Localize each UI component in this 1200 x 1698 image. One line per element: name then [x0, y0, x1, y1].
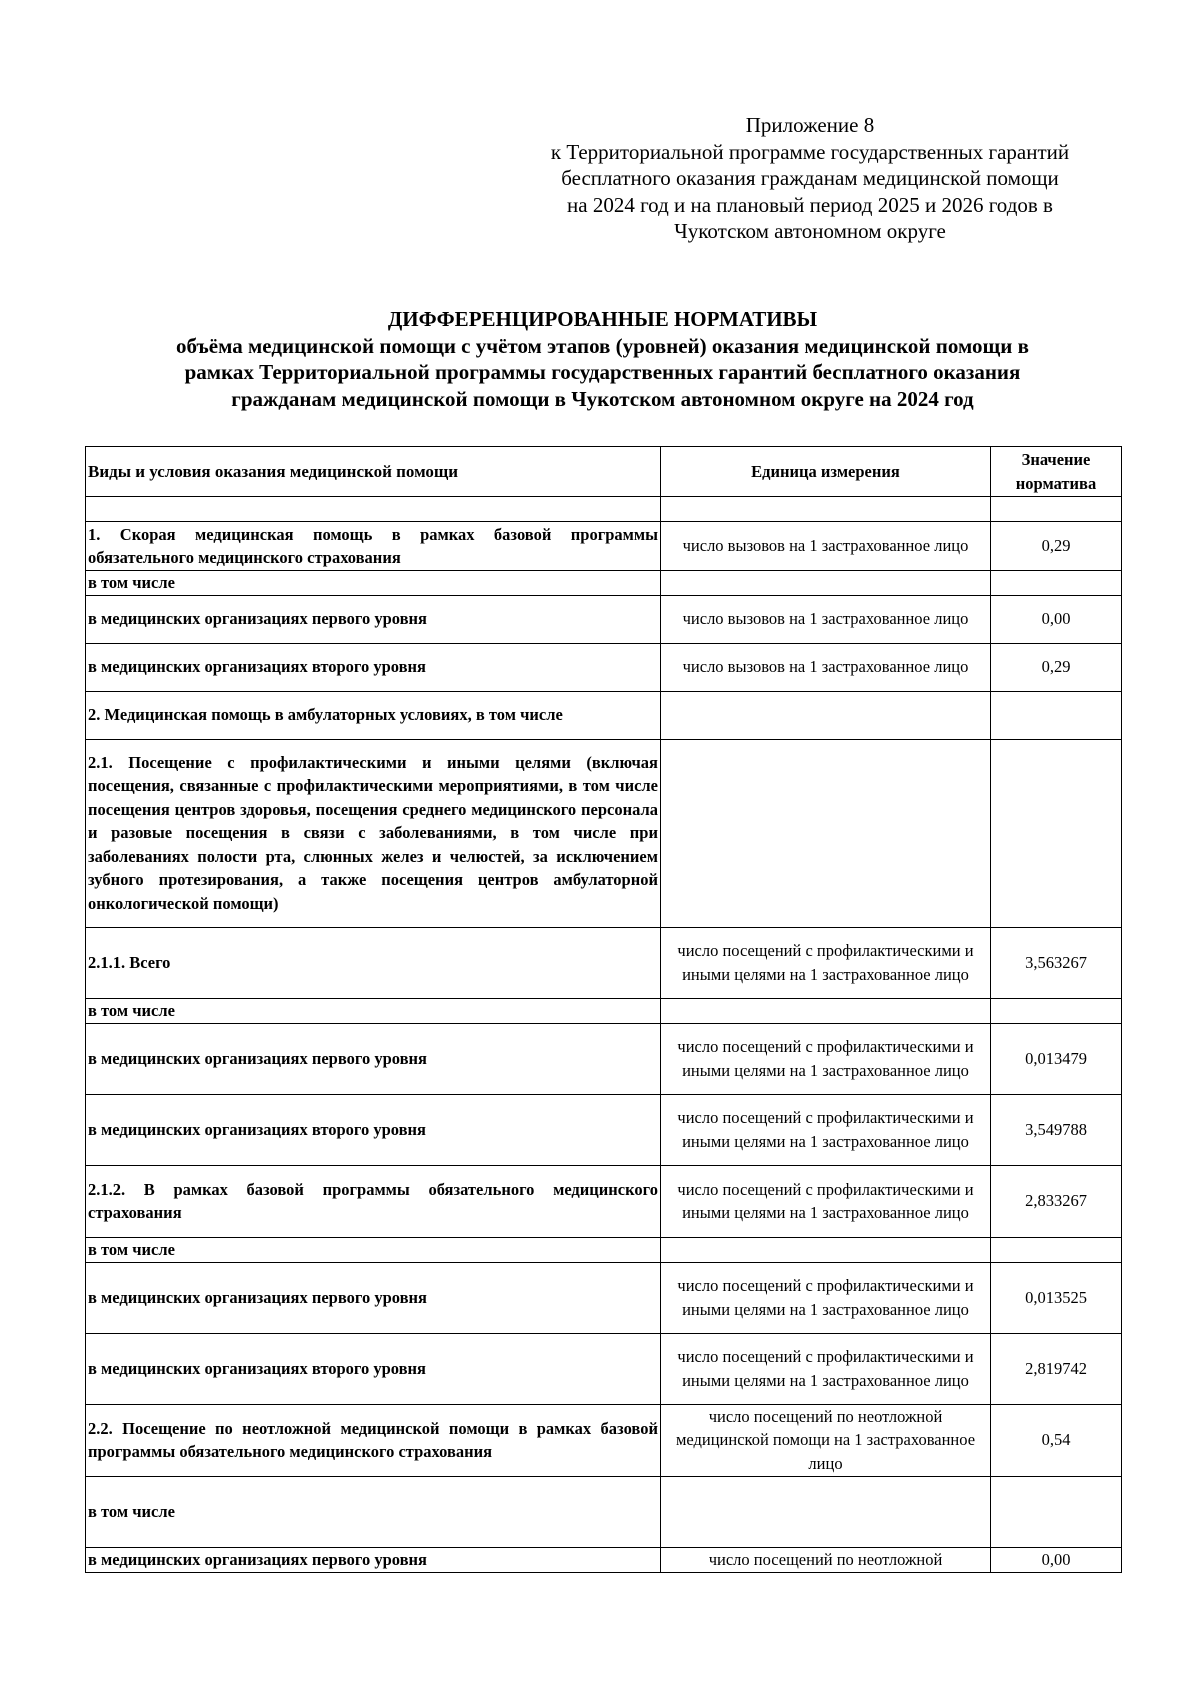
- table-row: [86, 497, 1122, 522]
- cell-value: 3,563267: [991, 927, 1122, 998]
- cell-unit: [661, 1476, 991, 1547]
- cell-kind: в медицинских организациях первого уровня: [86, 1262, 661, 1333]
- cell-unit: [661, 691, 991, 739]
- table-row: [86, 1023, 1122, 1094]
- cell-value: 0,29: [991, 522, 1122, 571]
- cell-value: 0,013525: [991, 1262, 1122, 1333]
- cell-kind: 2.1.1. Всего: [86, 927, 661, 998]
- appendix-line: бесплатного оказания гражданам медицинской помощи: [561, 166, 1059, 190]
- cell-kind: 2.2. Посещение по неотложной медицинской помощи в рамках базовой программы обязательного медицинского страхования: [86, 1404, 661, 1476]
- table-row: [86, 1404, 1122, 1476]
- cell-kind: [86, 497, 661, 522]
- table-row: [86, 1547, 1122, 1572]
- cell-kind: в медицинских организациях второго уровня: [86, 643, 661, 691]
- cell-unit: число посещений по неотложной: [661, 1547, 991, 1572]
- cell-kind: в медицинских организациях первого уровня: [86, 1023, 661, 1094]
- table-row: [86, 1165, 1122, 1237]
- cell-value: [991, 571, 1122, 596]
- cell-value: 0,00: [991, 1547, 1122, 1572]
- cell-kind: 2. Медицинская помощь в амбулаторных условиях, в том числе: [86, 691, 661, 739]
- cell-value: 0,013479: [991, 1023, 1122, 1094]
- title-line: гражданам медицинской помощи в Чукотском автономном округе на 2024 год: [231, 386, 974, 411]
- title-line: ДИФФЕРЕНЦИРОВАННЫЕ НОРМАТИВЫ: [387, 307, 818, 331]
- cell-unit: число вызовов на 1 застрахованное лицо: [661, 595, 991, 643]
- cell-unit: число посещений с профилактическими и иными целями на 1 застрахованное лицо: [661, 1333, 991, 1404]
- table-row: [86, 998, 1122, 1023]
- cell-unit: [661, 571, 991, 596]
- appendix-line: Приложение 8: [745, 113, 875, 137]
- table-row: [86, 1476, 1122, 1547]
- cell-value: [991, 998, 1122, 1023]
- cell-unit: число посещений с профилактическими и иными целями на 1 застрахованное лицо: [661, 1165, 991, 1237]
- header-kind: Виды и условия оказания медицинской помощи: [86, 447, 661, 497]
- appendix-line: к Территориальной программе государственных гарантий: [550, 139, 1070, 164]
- cell-unit: число посещений с профилактическими и иными целями на 1 застрахованное лицо: [661, 1262, 991, 1333]
- table-row: [86, 1262, 1122, 1333]
- cell-kind: 2.1. Посещение с профилактическими и иными целями (включая посещения, связанные с профилактическими мероприятиями, в том числе посещения центров здоровья, посещения среднего медицинского персонала и разовые посещения в связи с заболеваниями, в том числе при заболеваниях полости рта, слюнных желез и челюстей, за исключением зубного протезирования, а также посещения центров амбулаторной онкологической помощи): [86, 739, 661, 927]
- cell-unit: [661, 998, 991, 1023]
- norms-table: [85, 446, 1122, 1573]
- table-row: [86, 643, 1122, 691]
- appendix-line: на 2024 год и на плановый период 2025 и 2026 годов в: [567, 192, 1053, 217]
- cell-value: [991, 691, 1122, 739]
- table-row: [86, 571, 1122, 596]
- cell-value: [991, 1476, 1122, 1547]
- cell-value: 0,29: [991, 643, 1122, 691]
- cell-value: [991, 739, 1122, 927]
- cell-unit: число посещений с профилактическими и иными целями на 1 застрахованное лицо: [661, 927, 991, 998]
- table-header-row: [86, 447, 1122, 497]
- cell-unit: число посещений с профилактическими и иными целями на 1 застрахованное лицо: [661, 1094, 991, 1165]
- table-row: [86, 927, 1122, 998]
- cell-unit: число вызовов на 1 застрахованное лицо: [661, 522, 991, 571]
- cell-kind: в медицинских организациях первого уровня: [86, 1547, 661, 1572]
- cell-value: 0,54: [991, 1404, 1122, 1476]
- table-row: [86, 1333, 1122, 1404]
- cell-unit: [661, 497, 991, 522]
- cell-value: [991, 497, 1122, 522]
- document-title: [80, 306, 1125, 412]
- cell-unit: число посещений с профилактическими и иными целями на 1 застрахованное лицо: [661, 1023, 991, 1094]
- cell-unit: число посещений по неотложной медицинской помощи на 1 застрахованное лицо: [661, 1404, 991, 1476]
- cell-kind: 1. Скорая медицинская помощь в рамках базовой программы обязательного медицинского страхования: [86, 522, 661, 571]
- cell-kind: в том числе: [86, 1237, 661, 1262]
- appendix-line: Чукотском автономном округе: [674, 219, 946, 243]
- cell-value: 2,833267: [991, 1165, 1122, 1237]
- title-line: рамках Территориальной программы государственных гарантий бесплатного оказания: [184, 360, 1021, 384]
- cell-kind: в медицинских организациях первого уровня: [86, 595, 661, 643]
- table-row: [86, 739, 1122, 927]
- table-row: [86, 1237, 1122, 1262]
- header-unit: Единица измерения: [661, 447, 991, 497]
- table-row: [86, 691, 1122, 739]
- table-row: [86, 522, 1122, 571]
- cell-unit: число вызовов на 1 застрахованное лицо: [661, 643, 991, 691]
- cell-unit: [661, 739, 991, 927]
- appendix-header: [500, 112, 1120, 245]
- cell-kind: 2.1.2. В рамках базовой программы обязательного медицинского страхования: [86, 1165, 661, 1237]
- cell-value: 3,549788: [991, 1094, 1122, 1165]
- table-row: [86, 595, 1122, 643]
- cell-unit: [661, 1237, 991, 1262]
- cell-value: [991, 1237, 1122, 1262]
- cell-value: 0,00: [991, 595, 1122, 643]
- cell-kind: в медицинских организациях второго уровня: [86, 1094, 661, 1165]
- header-value: Значение норматива: [991, 447, 1122, 497]
- cell-kind: в том числе: [86, 571, 661, 596]
- table-row: [86, 1094, 1122, 1165]
- cell-kind: в том числе: [86, 998, 661, 1023]
- title-line: объёма медицинской помощи с учётом этапов (уровней) оказания медицинской помощи в: [176, 333, 1029, 358]
- cell-value: 2,819742: [991, 1333, 1122, 1404]
- cell-kind: в медицинских организациях второго уровня: [86, 1333, 661, 1404]
- cell-kind: в том числе: [86, 1476, 661, 1547]
